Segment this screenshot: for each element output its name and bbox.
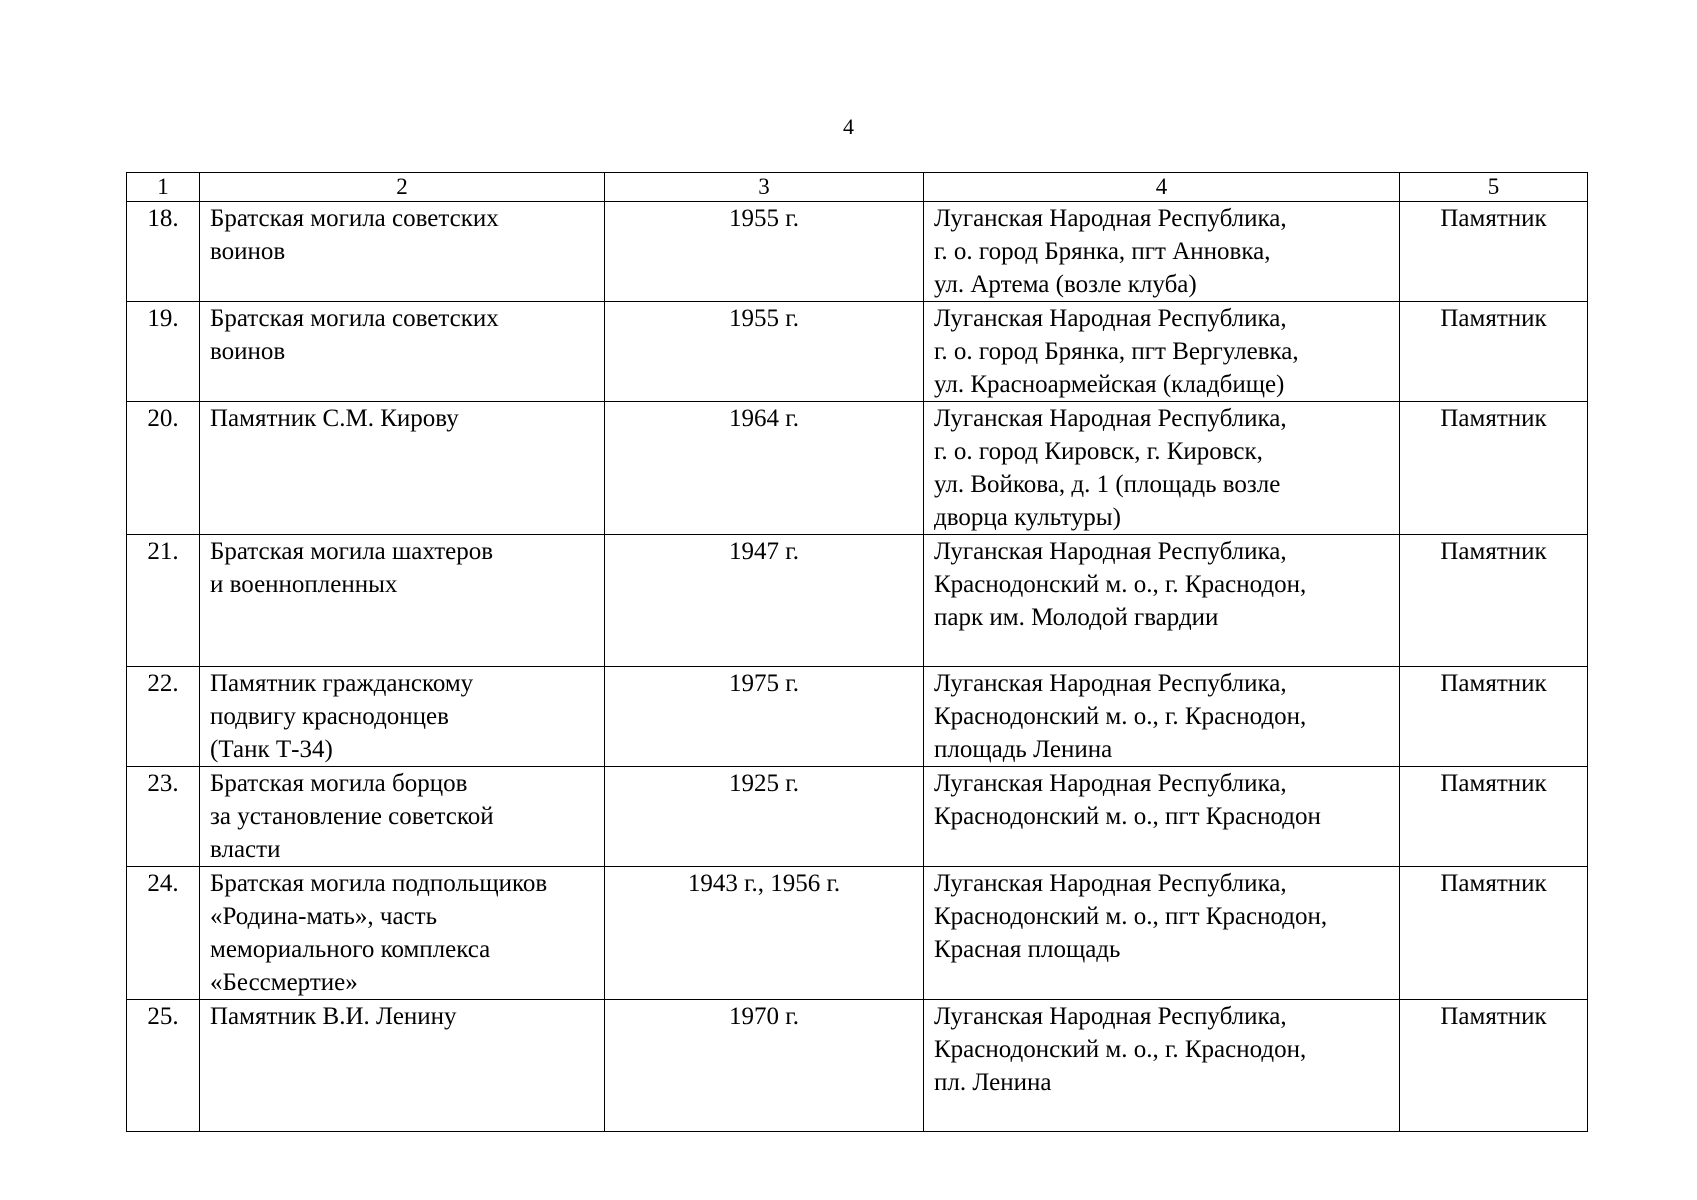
monument-date: 1947 г. — [605, 535, 924, 667]
monument-address: Луганская Народная Республика, Краснодонский м. о., г. Краснодон, площадь Ленина — [924, 667, 1400, 767]
row-number: 19. — [127, 302, 200, 402]
monument-date: 1943 г., 1956 г. — [605, 867, 924, 1000]
monument-name: Братская могила советских воинов — [200, 302, 605, 402]
table-row — [127, 202, 1588, 302]
monument-date: 1970 г. — [605, 1000, 924, 1132]
monument-name: Братская могила советских воинов — [200, 202, 605, 302]
page-number: 4 — [843, 114, 854, 139]
monument-type: Памятник — [1400, 535, 1588, 667]
monument-address: Луганская Народная Республика, Краснодонский м. о., пгт Краснодон — [924, 767, 1400, 867]
row-number: 20. — [127, 402, 200, 535]
monument-address: Луганская Народная Республика, г. о. город Кировск, г. Кировск, ул. Войкова, д. 1 (площадь возле дворца культуры) — [924, 402, 1400, 535]
monument-address: Луганская Народная Республика, г. о. город Брянка, пгт Вергулевка, ул. Красноармейская (кладбище) — [924, 302, 1400, 402]
monument-address: Луганская Народная Республика, Краснодонский м. о., г. Краснодон, парк им. Молодой гвардии — [924, 535, 1400, 667]
column-header: 3 — [605, 173, 924, 202]
monument-name: Братская могила шахтеров и военнопленных — [200, 535, 605, 667]
table-header-row — [127, 173, 1588, 202]
column-header: 1 — [127, 173, 200, 202]
table-row — [127, 535, 1588, 667]
monument-address: Луганская Народная Республика, Краснодонский м. о., пгт Краснодон, Красная площадь — [924, 867, 1400, 1000]
monument-date: 1955 г. — [605, 202, 924, 302]
monument-type: Памятник — [1400, 767, 1588, 867]
column-header: 2 — [200, 173, 605, 202]
column-header: 5 — [1400, 173, 1588, 202]
monument-date: 1975 г. — [605, 667, 924, 767]
monument-name: Памятник В.И. Ленину — [200, 1000, 605, 1132]
monument-type: Памятник — [1400, 402, 1588, 535]
monument-address: Луганская Народная Республика, г. о. город Брянка, пгт Анновка, ул. Артема (возле клуба) — [924, 202, 1400, 302]
row-number: 25. — [127, 1000, 200, 1132]
table-row — [127, 302, 1588, 402]
monument-name: Памятник С.М. Кирову — [200, 402, 605, 535]
monument-type: Памятник — [1400, 202, 1588, 302]
monument-name: Братская могила подпольщиков «Родина-мать», часть мемориального комплекса «Бессмертие» — [200, 867, 605, 1000]
monument-name: Памятник гражданскому подвигу краснодонцев (Танк Т-34) — [200, 667, 605, 767]
table-row — [127, 667, 1588, 767]
row-number: 23. — [127, 767, 200, 867]
table-row — [127, 402, 1588, 535]
table-row — [127, 867, 1588, 1000]
monument-address: Луганская Народная Республика, Краснодонский м. о., г. Краснодон, пл. Ленина — [924, 1000, 1400, 1132]
row-number: 24. — [127, 867, 200, 1000]
row-number: 18. — [127, 202, 200, 302]
monument-date: 1955 г. — [605, 302, 924, 402]
row-number: 21. — [127, 535, 200, 667]
monument-type: Памятник — [1400, 302, 1588, 402]
monument-type: Памятник — [1400, 867, 1588, 1000]
table-row — [127, 1000, 1588, 1132]
monument-type: Памятник — [1400, 667, 1588, 767]
monument-type: Памятник — [1400, 1000, 1588, 1132]
monument-date: 1964 г. — [605, 402, 924, 535]
monument-date: 1925 г. — [605, 767, 924, 867]
table-row — [127, 767, 1588, 867]
column-header: 4 — [924, 173, 1400, 202]
monument-name: Братская могила борцов за установление советской власти — [200, 767, 605, 867]
row-number: 22. — [127, 667, 200, 767]
monuments-table — [126, 172, 1588, 1132]
